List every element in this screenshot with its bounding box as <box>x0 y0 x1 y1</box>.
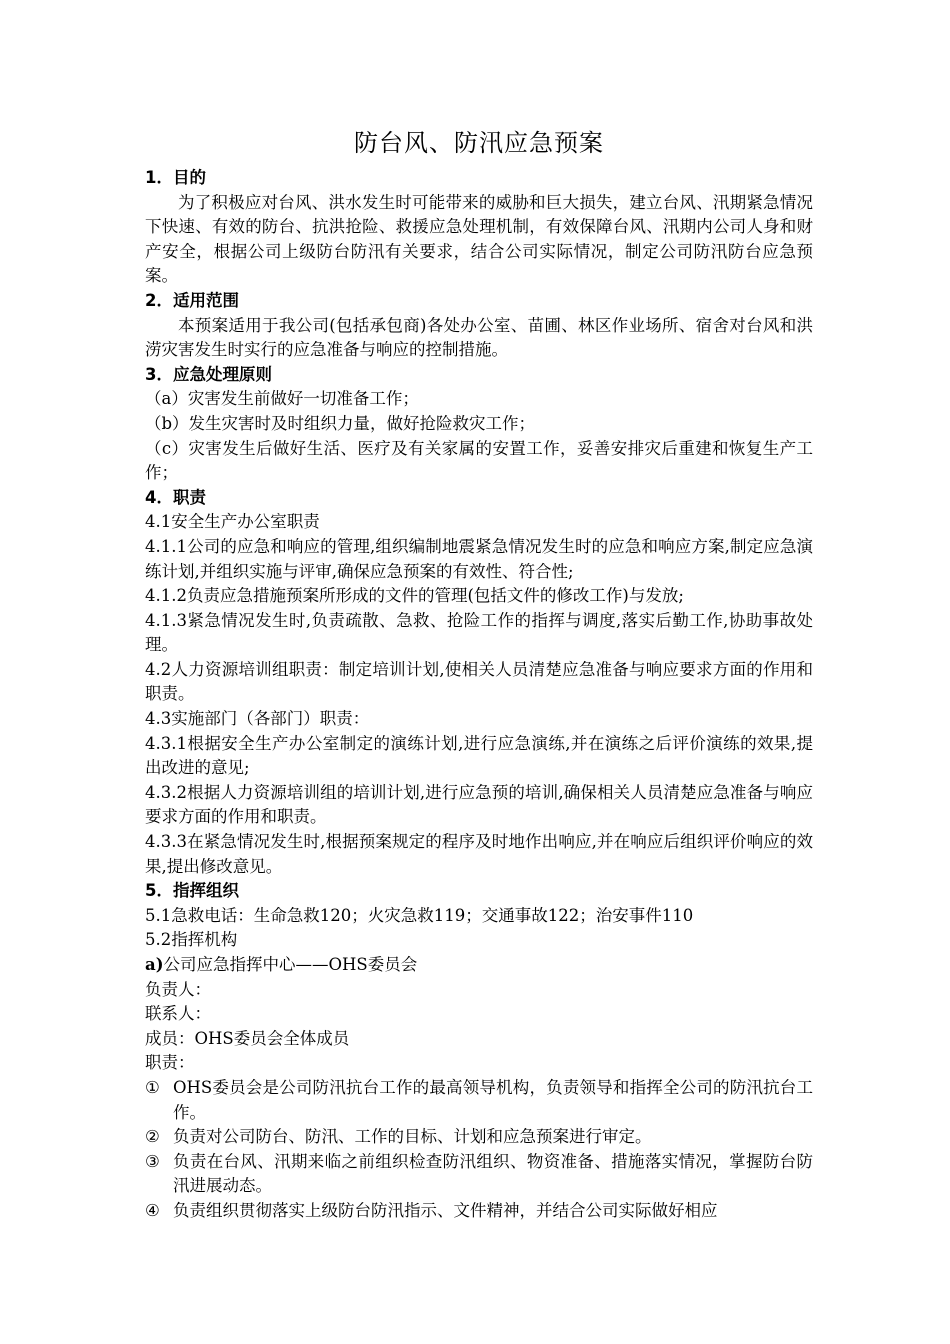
section-heading-purpose: 1．目的 <box>145 168 206 187</box>
duties-label: 职责： <box>145 1053 195 1073</box>
document-page <box>145 118 813 1224</box>
committee-duty-item <box>145 1150 813 1199</box>
section-heading-scope: 2．适用范围 <box>145 290 239 310</box>
leader-line: 负责人： <box>145 979 211 999</box>
command-center-name: 公司应急指挥中心——OHS委员会 <box>163 955 418 974</box>
principle-item: （b）发生灾害时及时组织力量，做好抢险救灾工作； <box>145 413 536 433</box>
section-heading-principles: 3．应急处理原则 <box>145 364 272 384</box>
command-structure-label: 5.2指挥机构 <box>145 930 238 950</box>
circled-number: ② <box>145 1127 160 1147</box>
duty-item: 4.3.1根据安全生产办公室制定的演练计划,进行应急演练,并在演练之后评价演练的效果,提出改进的意见; <box>145 733 813 778</box>
section-heading-command: 5．指挥组织 <box>145 881 239 901</box>
section-body-scope: 本预案适用于我公司(包括承包商)各处办公室、苗圃、林区作业场所、宿舍对台风和洪涝灾害发生时实行的应急准备与响应的控制措施。 <box>145 315 813 360</box>
duty-item: 4.1.2负责应急措施预案所形成的文件的管理(包括文件的修改工作)与发放; <box>145 586 684 606</box>
committee-duty-text: 负责在台风、汛期来临之前组织检查防汛组织、物资准备、措施落实情况，掌握防台防汛进展动态。 <box>173 1151 813 1196</box>
section-heading-duties: 4．职责 <box>145 487 206 507</box>
committee-duty-item <box>145 1076 813 1125</box>
duty-item: 4.3.3在紧急情况发生时,根据预案规定的程序及时地作出响应,并在响应后组织评价响应的效果,提出修改意见。 <box>145 832 813 876</box>
duty-item: 4.3.2根据人力资源培训组的培训计划,进行应急预的培训,确保相关人员清楚应急准备与响应要求方面的作用和职责。 <box>145 782 813 827</box>
committee-duty-item <box>145 1125 813 1150</box>
members-line: 成员：OHS委员会全体成员 <box>145 1028 350 1048</box>
circled-number: ④ <box>145 1200 160 1220</box>
committee-duty-text: 负责组织贯彻落实上级防台防汛指示、文件精神，并结合公司实际做好相应 <box>173 1200 718 1220</box>
committee-duty-text: 负责对公司防台、防汛、工作的目标、计划和应急预案进行审定。 <box>173 1127 652 1147</box>
committee-duty-item <box>145 1199 813 1224</box>
circled-number: ① <box>145 1077 160 1097</box>
command-center-prefix: a) <box>145 955 164 974</box>
duty-item: 4.1安全生产办公室职责 <box>145 512 320 532</box>
principle-item: （a）灾害发生前做好一切准备工作； <box>145 389 419 409</box>
duty-item: 4.3实施部门（各部门）职责： <box>145 709 370 729</box>
circled-number: ③ <box>145 1151 160 1171</box>
document-title: 防台风、防汛应急预案 <box>354 129 604 157</box>
duty-item: 4.1.1公司的应急和响应的管理,组织编制地震紧急情况发生时的应急和响应方案,制定应急演练计划,并组织实施与评审,确保应急预案的有效性、符合性; <box>145 536 813 581</box>
emergency-phones: 5.1急救电话：生命急救120；火灾急救119；交通事故122；治安事件110 <box>145 905 694 925</box>
principle-item: （c）灾害发生后做好生活、医疗及有关家属的安置工作，妥善安排灾后重建和恢复生产工作； <box>145 438 813 483</box>
section-body-purpose: 为了积极应对台风、洪水发生时可能带来的威胁和巨大损失，建立台风、汛期紧急情况下快速、有效的防台、抗洪抢险、救援应急处理机制，有效保障台风、汛期内公司人身和财产安全，根据公司上级防台防汛有关要求，结合公司实际情况，制定公司防汛防台应急预案。 <box>145 192 813 286</box>
duty-item: 4.1.3紧急情况发生时,负责疏散、急救、抢险工作的指挥与调度,落实后勤工作,协助事故处理。 <box>145 610 813 655</box>
duty-item: 4.2人力资源培训组职责：制定培训计划,使相关人员清楚应急准备与响应要求方面的作用和职责。 <box>145 659 813 704</box>
contact-line: 联系人： <box>145 1004 211 1024</box>
committee-duty-text: OHS委员会是公司防汛抗台工作的最高领导机构，负责领导和指挥全公司的防汛抗台工作。 <box>173 1077 813 1122</box>
command-center-line <box>145 953 813 978</box>
